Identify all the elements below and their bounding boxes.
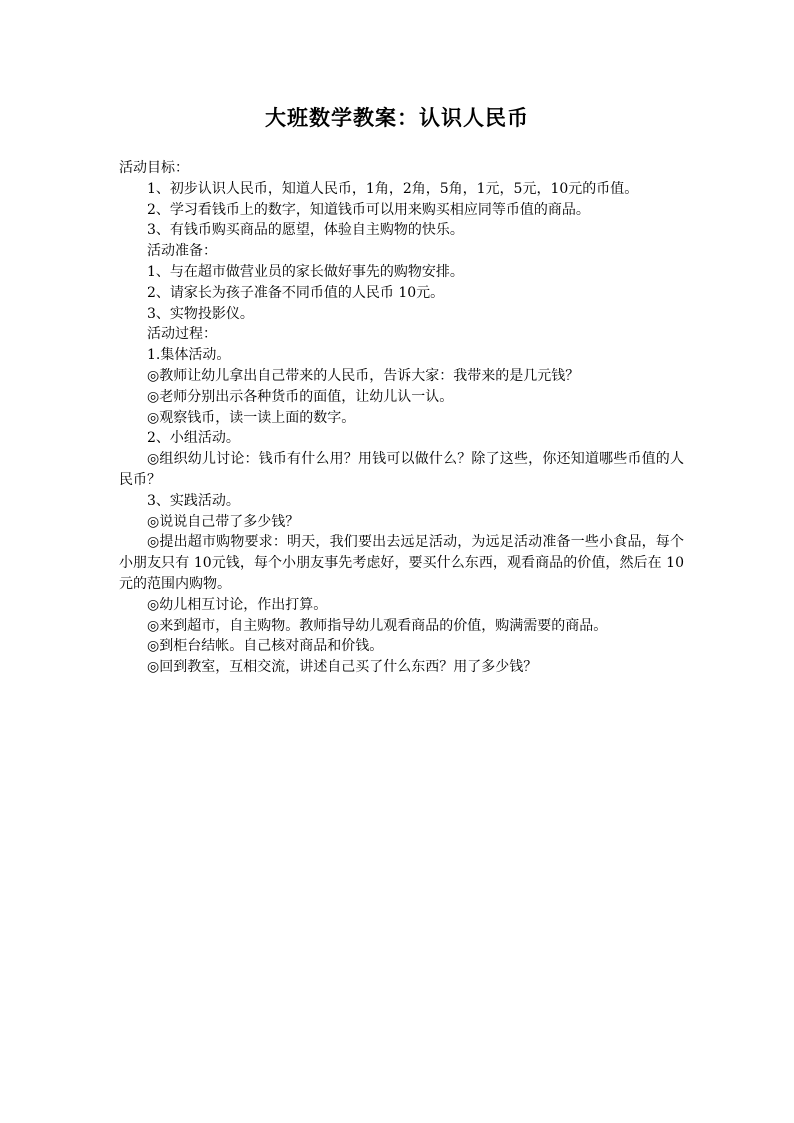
process-item: ◎组织幼儿讨论：钱币有什么用？用钱可以做什么？除了这些，你还知道哪些币值的人民币？ [119,451,684,488]
process-item: ◎幼儿相互讨论，作出打算。 [147,596,328,613]
document-body [119,158,684,678]
goal-item-1: 1、初步认识人民币，知道人民币，1角，2角，5角，1元，5元，10元的币值。 [147,180,639,197]
goal-item-2: 2、学习看钱币上的数字，知道钱币可以用来购买相应同等币值的商品。 [147,201,590,218]
process-item: ◎来到超市，自主购物。教师指导幼儿观看商品的价值，购满需要的商品。 [147,617,608,634]
process-item: ◎到柜台结帐。自己核对商品和价钱。 [147,638,384,655]
goal-item-3: 3、有钱币购买商品的愿望，体验自主购物的快乐。 [147,222,464,239]
process-item: ◎回到教室，互相交流，讲述自己买了什么东西？用了多少钱？ [147,659,538,676]
section-heading-goals: 活动目标： [119,160,189,176]
process-item: ◎提出超市购物要求：明天，我们要出去远足活动，为远足活动准备一些小食品，每个小朋友只有 10元钱，每个小朋友事先考虑好，要买什么东西，观看商品的价值，然后在 10元的范围内购物。 [119,534,684,592]
section-heading-process: 活动过程： [147,326,217,343]
process-step-2: 2、小组活动。 [147,430,240,447]
preparation-item-2: 2、请家长为孩子准备不同币值的人民币 10元。 [147,284,445,301]
process-item: ◎教师让幼儿拿出自己带来的人民币，告诉大家：我带来的是几元钱？ [147,367,580,384]
document-title: 大班数学教案：认识人民币 [265,105,529,130]
process-item: ◎说说自己带了多少钱？ [147,513,300,530]
preparation-item-3: 3、实物投影仪。 [147,305,254,322]
process-item: ◎老师分别出示各种货币的面值，让幼儿认一认。 [147,388,454,405]
process-item: ◎观察钱币，读一读上面的数字。 [147,409,356,426]
section-heading-preparation: 活动准备： [147,243,217,260]
process-step-3: 3、实践活动。 [147,492,240,509]
process-step-1: 1.集体活动。 [147,347,231,364]
preparation-item-1: 1、与在超市做营业员的家长做好事先的购物安排。 [147,263,464,280]
